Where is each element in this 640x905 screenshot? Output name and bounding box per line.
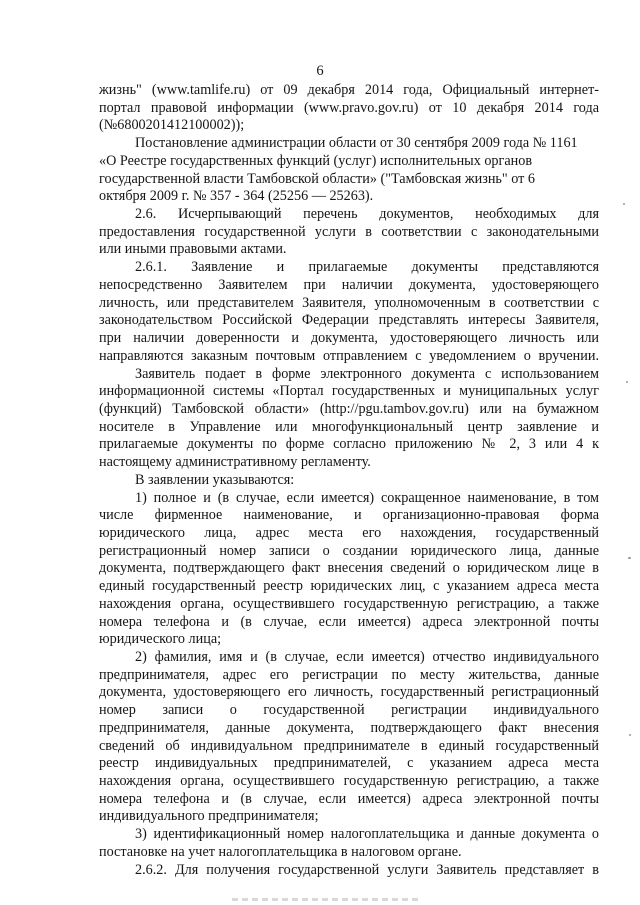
scan-mark xyxy=(626,381,628,383)
text-line: номера телефона и (в случае, если имеется) адреса электронной почты xyxy=(99,613,599,630)
text-line: 2.6. Исчерпывающий перечень документов, необходимых для xyxy=(135,206,599,223)
text-line: регистрационный номер записи о создании юридического лица, данные xyxy=(99,542,599,559)
text-line: числе фирменное наименование, и организационно-правовая форма xyxy=(99,507,599,524)
text-line: предоставления государственной услуги в соответствии с законодательными xyxy=(99,223,599,240)
text-line: непосредственно Заявителем при наличии документа, удостоверяющего xyxy=(99,276,599,293)
text-line: предпринимателя, данные документа, подтверждающего факт внесения xyxy=(99,719,599,736)
text-line: настоящему административному регламенту. xyxy=(99,454,371,471)
text-line: жизнь" (www.tamlife.ru) от 09 декабря 2014 года, Официальный интернет- xyxy=(99,82,599,98)
text-line: (функций) Тамбовской области» (http://pgu.tambov.gov.ru) или на бумажном xyxy=(99,400,599,417)
page-number: 6 xyxy=(316,63,324,79)
text-line: или иными правовыми актами. xyxy=(99,241,287,258)
text-line: личность, или представителем Заявителя, уполномоченным в соответствии с xyxy=(99,294,599,311)
text-line: индивидуального предпринимателя; xyxy=(99,808,319,825)
text-line: предпринимателя, адрес его регистрации по месту жительства, данные xyxy=(99,666,599,683)
text-line: 3) идентификационный номер налогоплательщика и данные документа о xyxy=(135,826,599,843)
text-line: номера телефона и (в случае, если имеется) адреса электронной почты xyxy=(99,790,599,807)
text-line: (№6800201412100002)); xyxy=(99,117,245,134)
document-body xyxy=(99,82,599,879)
scan-noise xyxy=(232,898,422,901)
text-line: нахождения органа, осуществившего государственную регистрацию, а также xyxy=(99,773,599,790)
text-line: прилагаемые документы по форме согласно приложению № 2, 3 или 4 к xyxy=(99,436,599,453)
scan-mark xyxy=(629,734,631,736)
text-line: юридического лица, адрес места его нахождения, государственный xyxy=(99,524,599,541)
text-line: 2.6.1. Заявление и прилагаемые документы представляются xyxy=(135,259,599,276)
text-line: 2) фамилия, имя и (в случае, если имеется) отчество индивидуального xyxy=(135,649,599,665)
text-line: 2.6.2. Для получения государственной услуги Заявитель представляет в xyxy=(135,861,599,878)
text-line: Заявитель подает в форме электронного документа с использованием xyxy=(135,365,599,382)
text-line: при наличии доверенности и документа, удостоверяющего личность или xyxy=(99,330,599,347)
text-line: 1) полное и (в случае, если имеется) сокращенное наименование, в том xyxy=(135,489,599,506)
text-line: Постановление администрации области от 30 сентября 2009 года № 1161 xyxy=(135,135,578,152)
text-line: носителе в Управление или многофункциональный центр заявление и xyxy=(99,418,599,435)
text-line: единый государственный реестр юридических лиц, с указанием адреса места xyxy=(99,578,599,595)
text-line: реестр индивидуальных предпринимателей, с указанием адреса места xyxy=(99,755,599,772)
text-line: портал правовой информации (www.pravo.gov.ru) от 10 декабря 2014 года xyxy=(99,99,599,116)
text-line: В заявлении указываются: xyxy=(135,471,295,488)
text-line: документа, подтверждающего факт внесения сведений о юридическом лице в xyxy=(99,560,599,577)
text-line: октября 2009 г. № 357 - 364 (25256 — 25263). xyxy=(99,188,374,205)
text-line: нахождения органа, осуществившего государственную регистрацию, а также xyxy=(99,595,599,612)
text-line: постановке на учет налогоплательщика в налоговом органе. xyxy=(99,843,462,860)
text-line: направляются заказным почтовым отправлением с уведомлением о вручении. xyxy=(99,347,599,364)
text-line: государственной власти Тамбовской области» ("Тамбовская жизнь" от 6 xyxy=(99,170,535,187)
text-line: информационной системы «Портал государственных и муниципальных услуг xyxy=(99,383,599,400)
text-line: законодательством Российской Федерации представлять интересы Заявителя, xyxy=(99,312,599,329)
scan-mark xyxy=(623,203,625,205)
text-line: документа, удостоверяющего его личность, государственный регистрационный xyxy=(99,684,599,701)
text-line: номер записи о государственной регистрации индивидуального xyxy=(99,702,599,719)
text-line: «О Реестре государственных функций (услуг) исполнительных органов xyxy=(99,152,533,169)
scan-mark xyxy=(628,557,631,559)
text-line: юридического лица; xyxy=(99,631,222,648)
text-line: сведений об индивидуальном предпринимателе в единый государственный xyxy=(99,737,599,754)
